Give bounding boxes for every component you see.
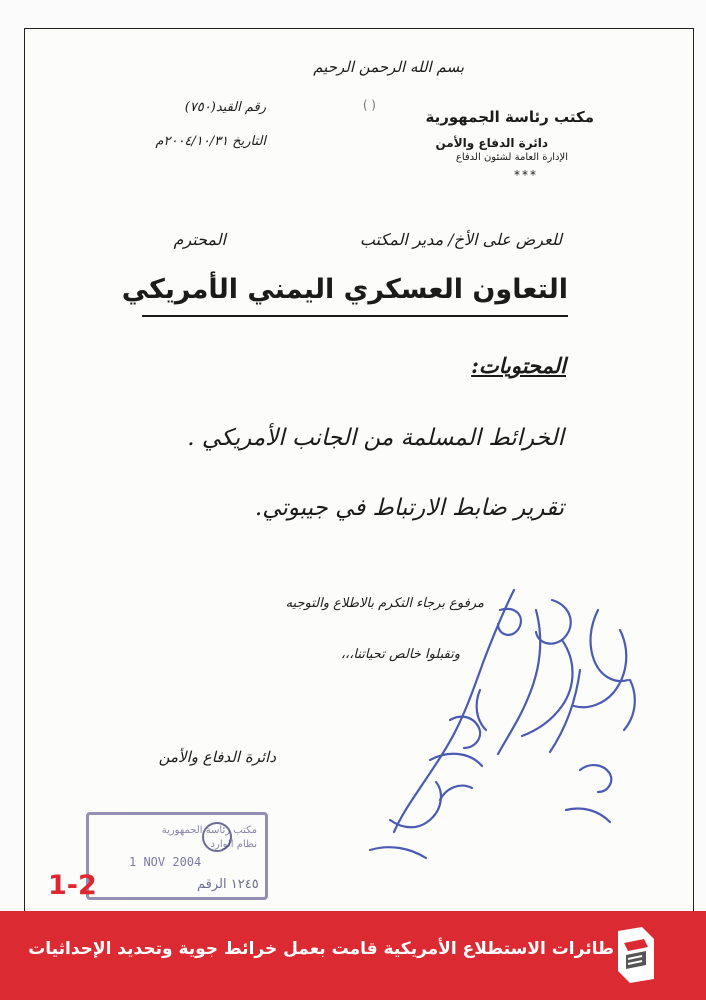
- honorific: المحترم: [173, 230, 226, 249]
- registration-number: رقم القيد(٧٥٠): [184, 100, 266, 115]
- closing-request: مرفوع برجاء التكرم بالاطلاع والتوجيه: [285, 596, 484, 611]
- stamp-register: نظام الوارد: [210, 839, 257, 850]
- title-underline: [142, 315, 568, 317]
- caption-banner: [0, 911, 706, 1000]
- handwritten-annotation: [330, 570, 706, 900]
- received-stamp: [86, 812, 268, 900]
- basmala: بسم الله الرحمن الرحيم: [313, 58, 464, 76]
- document-title: التعاون العسكري اليمني الأمريكي: [121, 274, 568, 305]
- stamp-date: 1 NOV 2004: [129, 855, 202, 869]
- header-department: دائرة الدفاع والأمن: [435, 136, 548, 150]
- closing-regards: وتقبلوا خالص تحياتنا،،،: [340, 647, 460, 662]
- header-directorate: الإدارة العامة لشئون الدفاع: [455, 152, 568, 163]
- contents-item: تقرير ضابط الارتباط في جيبوتي.: [254, 495, 564, 521]
- addressee-line: للعرض على الأخ/ مدير المكتب: [359, 230, 562, 249]
- contents-item: الخرائط المسلمة من الجانب الأمريكي .: [187, 425, 564, 451]
- header-office: مكتب رئاسة الجمهورية: [425, 108, 594, 126]
- page-label: 1-2: [48, 870, 97, 901]
- banner-caption: طائرات الاستطلاع الأمريكية قامت بعمل خرائط جوية وتحديد الإحداثيات: [28, 939, 614, 959]
- signature-department: دائرة الدفاع والأمن: [158, 748, 276, 766]
- stamp-number: ١٢٤٥ الرقم: [197, 877, 259, 892]
- document-date: التاريخ ٢٠٠٤/١٠/٣١م: [155, 134, 266, 149]
- stamp-office: مكتب رئاسة الجمهورية: [161, 825, 257, 836]
- contents-label: المحتويات:: [471, 353, 566, 378]
- header-mark: ( ): [362, 98, 376, 112]
- header-stars: ***: [514, 168, 538, 182]
- stamp-circle-mark: [202, 822, 232, 852]
- news-logo-icon: [612, 925, 660, 985]
